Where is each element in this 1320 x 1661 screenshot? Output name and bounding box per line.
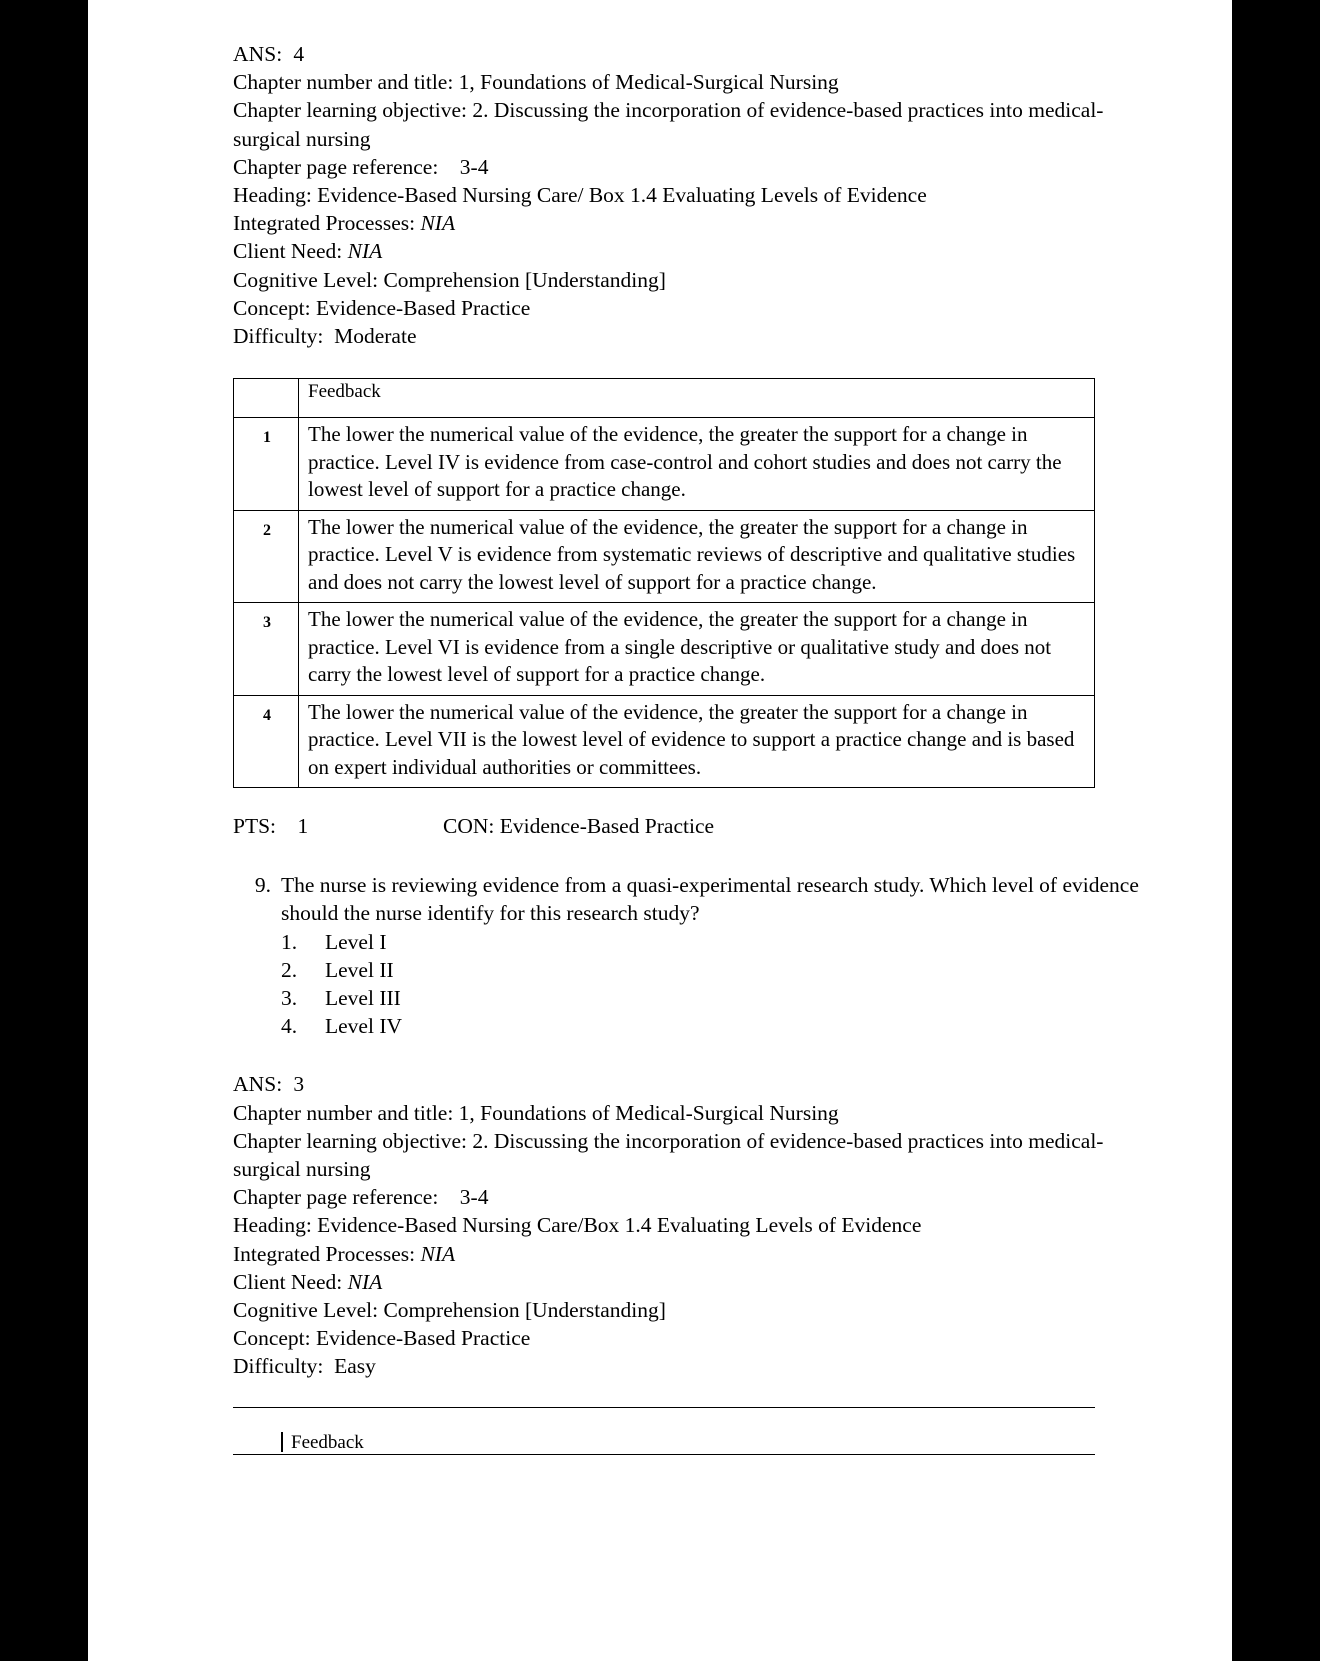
list-item[interactable] xyxy=(281,928,1163,956)
table-row xyxy=(234,418,1095,511)
question-text: The nurse is reviewing evidence from a quasi-experimental research study. Which level of evidence should the nurse identify for this research study? xyxy=(281,873,1139,926)
concept: Concept: Evidence-Based Practice xyxy=(233,1326,531,1351)
integrated-processes xyxy=(233,1240,1163,1268)
client-need xyxy=(233,237,1163,265)
client-need-value: NIA xyxy=(347,239,383,264)
row-feedback-text: The lower the numerical value of the evidence, the greater the support for a change in practice. Level VI is evidence from a single descriptive or qualitative study and does not carry the lowest level of support for a practice change. xyxy=(299,603,1095,696)
cognitive-level: Cognitive Level: Comprehension [Understanding] xyxy=(233,1298,666,1323)
integrated-processes-label: Integrated Processes: xyxy=(233,1241,421,1266)
integrated-processes xyxy=(233,209,1163,237)
client-need-label: Client Need: xyxy=(233,239,348,264)
option-number: 3. xyxy=(281,986,298,1011)
answer-value: ANS: 4 xyxy=(233,42,305,66)
option-label: Level I xyxy=(325,929,387,954)
heading-reference: Heading: Evidence-Based Nursing Care/Box 1.4 Evaluating Levels of Evidence xyxy=(233,1213,922,1238)
integrated-processes-value: NIA xyxy=(420,211,456,236)
answer-value: ANS: 3 xyxy=(233,1072,305,1097)
option-number: 2. xyxy=(281,957,298,982)
feedback-header-label: Feedback xyxy=(299,379,1095,418)
feedback-table xyxy=(233,378,1095,788)
concept: Concept: Evidence-Based Practice xyxy=(233,295,531,320)
feedback-header-label: Feedback xyxy=(291,1431,364,1453)
row-feedback-text: The lower the numerical value of the evidence, the greater the support for a change in practice. Level VII is the lowest level of evidence to support a practice change and is based on expert individual authorities or committees. xyxy=(299,695,1095,788)
feedback-table-partial-divider xyxy=(281,1432,283,1452)
row-number: 3 xyxy=(234,603,299,696)
client-need-label: Client Need: xyxy=(233,1269,348,1294)
option-number: 1. xyxy=(281,929,298,954)
integrated-processes-label: Integrated Processes: xyxy=(233,211,421,236)
chapter-number-title: Chapter number and title: 1, Foundations of Medical-Surgical Nursing xyxy=(233,1100,839,1125)
document-page xyxy=(88,0,1232,1661)
pts-value: PTS: 1 xyxy=(233,814,309,839)
chapter-learning-objective: Chapter learning objective: 2. Discussing the incorporation of evidence-based practices into medical-surgical nursing xyxy=(233,98,1104,151)
con-value: CON: Evidence-Based Practice xyxy=(443,814,715,839)
page-content xyxy=(233,40,1163,1454)
pts-con-row xyxy=(233,814,1163,839)
list-item[interactable] xyxy=(281,956,1163,984)
chapter-number-title: Chapter number and title: 1, Foundations of Medical-Surgical Nursing xyxy=(233,70,839,95)
list-item[interactable] xyxy=(281,984,1163,1012)
cognitive-level: Cognitive Level: Comprehension [Understanding] xyxy=(233,267,666,292)
header-blank-cell xyxy=(234,379,299,418)
table-row xyxy=(234,695,1095,788)
answer-block-2 xyxy=(233,1070,1163,1380)
answer-block-1 xyxy=(233,40,1163,350)
difficulty: Difficulty: Moderate xyxy=(233,324,417,349)
heading-reference: Heading: Evidence-Based Nursing Care/ Box 1.4 Evaluating Levels of Evidence xyxy=(233,183,927,208)
option-label: Level II xyxy=(325,957,394,982)
row-number: 1 xyxy=(234,418,299,511)
client-need xyxy=(233,1268,1163,1296)
row-number: 2 xyxy=(234,510,299,603)
chapter-page-reference: Chapter page reference: 3-4 xyxy=(233,1185,489,1210)
feedback-table-partial xyxy=(233,1407,1095,1454)
row-number: 4 xyxy=(234,695,299,788)
question-body xyxy=(281,871,1163,1040)
row-feedback-text: The lower the numerical value of the evidence, the greater the support for a change in practice. Level V is evidence from systematic reviews of descriptive and qualitative studies and does not carry the lowest level of support for a practice change. xyxy=(299,510,1095,603)
question-9 xyxy=(233,871,1163,1040)
row-feedback-text: The lower the numerical value of the evidence, the greater the support for a change in practice. Level IV is evidence from case-control and cohort studies and does not carry the lowest level of support for a practice change. xyxy=(299,418,1095,511)
option-number: 4. xyxy=(281,1014,298,1039)
client-need-value: NIA xyxy=(347,1269,383,1294)
table-header-row xyxy=(234,379,1095,418)
question-options xyxy=(281,928,1163,1041)
option-label: Level IV xyxy=(325,1014,403,1039)
question-number: 9. xyxy=(254,873,271,898)
table-row xyxy=(234,603,1095,696)
option-label: Level III xyxy=(325,986,401,1011)
difficulty: Difficulty: Easy xyxy=(233,1354,376,1379)
table-row xyxy=(234,510,1095,603)
integrated-processes-value: NIA xyxy=(420,1241,456,1266)
list-item[interactable] xyxy=(281,1012,1163,1040)
chapter-learning-objective: Chapter learning objective: 2. Discussing the incorporation of evidence-based practices into medical-surgical nursing xyxy=(233,1128,1104,1182)
chapter-page-reference: Chapter page reference: 3-4 xyxy=(233,154,489,179)
